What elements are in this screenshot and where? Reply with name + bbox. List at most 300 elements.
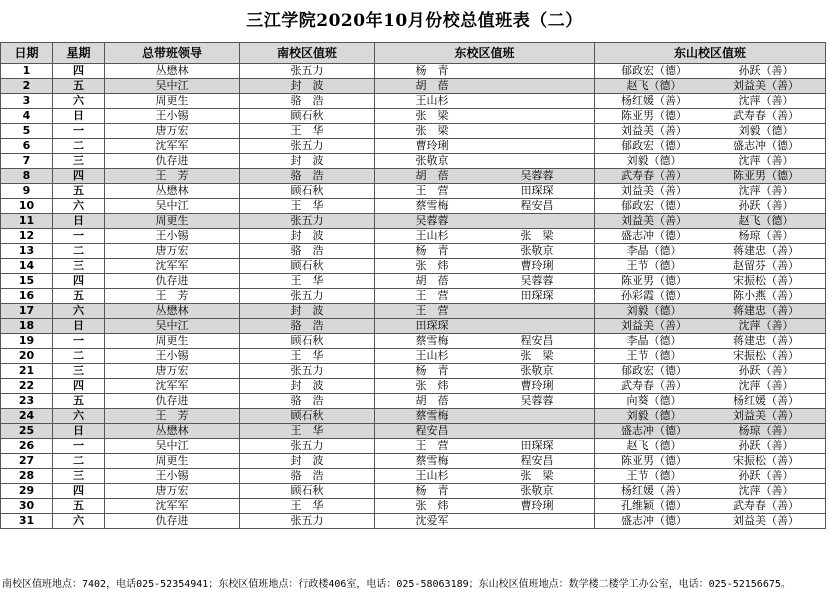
day-cell: 22 xyxy=(1,379,53,394)
south-duty-cell: 张五力 xyxy=(240,139,375,154)
table-row xyxy=(1,184,826,199)
east-duty-primary: 张 炜 xyxy=(415,499,449,512)
leader-cell: 沈军军 xyxy=(105,379,240,394)
south-duty-cell: 张五力 xyxy=(240,214,375,229)
dongshan-duty-secondary: 孙跃（善） xyxy=(738,364,794,377)
dongshan-duty-primary: 刘益美（善） xyxy=(621,124,687,137)
dongshan-duty-cell xyxy=(595,379,826,394)
dongshan-duty-cell xyxy=(595,499,826,514)
east-duty-primary: 沈爱军 xyxy=(415,514,449,527)
east-duty-cell xyxy=(375,64,595,79)
east-duty-secondary: 张敬京 xyxy=(520,244,554,257)
east-duty-cell xyxy=(375,154,595,169)
table-body xyxy=(1,64,826,529)
east-duty-cell xyxy=(375,454,595,469)
day-cell: 12 xyxy=(1,229,53,244)
leader-cell: 吴中江 xyxy=(105,199,240,214)
east-duty-secondary: 曹玲琍 xyxy=(520,499,554,512)
day-cell: 26 xyxy=(1,439,53,454)
dongshan-duty-secondary: 沈萍（善） xyxy=(738,319,794,332)
day-cell: 20 xyxy=(1,349,53,364)
table-row xyxy=(1,109,826,124)
leader-cell: 丛懋林 xyxy=(105,424,240,439)
weekday-cell: 五 xyxy=(53,289,105,304)
east-duty-secondary: 张 梁 xyxy=(520,349,554,362)
east-duty-cell xyxy=(375,109,595,124)
day-cell: 14 xyxy=(1,259,53,274)
dongshan-duty-cell xyxy=(595,154,826,169)
weekday-cell: 六 xyxy=(53,409,105,424)
east-duty-cell xyxy=(375,304,595,319)
dongshan-duty-primary: 杨红媛（善） xyxy=(621,94,687,107)
dongshan-duty-cell xyxy=(595,469,826,484)
east-duty-primary: 王山杉 xyxy=(415,469,449,482)
dongshan-duty-cell xyxy=(595,454,826,469)
south-duty-cell: 王 华 xyxy=(240,499,375,514)
east-duty-primary: 蔡雪梅 xyxy=(415,409,449,422)
south-duty-cell: 封 波 xyxy=(240,154,375,169)
dongshan-duty-cell xyxy=(595,64,826,79)
weekday-cell: 三 xyxy=(53,259,105,274)
header-east-campus: 东校区值班 xyxy=(375,43,595,64)
leader-cell: 吴中江 xyxy=(105,439,240,454)
weekday-cell: 六 xyxy=(53,304,105,319)
dongshan-duty-secondary: 刘益美（善） xyxy=(733,79,799,92)
leader-cell: 唐万宏 xyxy=(105,244,240,259)
table-row xyxy=(1,259,826,274)
east-duty-cell xyxy=(375,229,595,244)
dongshan-duty-primary: 孔维颖（德） xyxy=(621,499,687,512)
dongshan-duty-primary: 刘益美（善） xyxy=(621,214,687,227)
day-cell: 29 xyxy=(1,484,53,499)
east-duty-secondary: 张 梁 xyxy=(520,469,554,482)
dongshan-duty-secondary: 武寿春（善） xyxy=(733,499,799,512)
east-duty-primary: 王 营 xyxy=(415,439,449,452)
east-duty-secondary: 田琛琛 xyxy=(520,184,554,197)
south-duty-cell: 骆 浩 xyxy=(240,169,375,184)
day-cell: 24 xyxy=(1,409,53,424)
day-cell: 25 xyxy=(1,424,53,439)
dongshan-duty-primary: 盛志冲（德） xyxy=(621,514,687,527)
east-duty-primary: 蔡雪梅 xyxy=(415,454,449,467)
weekday-cell: 四 xyxy=(53,169,105,184)
east-duty-primary: 王 营 xyxy=(415,184,449,197)
east-duty-primary: 王山杉 xyxy=(415,94,449,107)
dongshan-duty-cell xyxy=(595,334,826,349)
east-duty-primary: 杨 青 xyxy=(415,484,449,497)
east-duty-primary: 张 炜 xyxy=(415,379,449,392)
dongshan-duty-primary: 李晶（德） xyxy=(626,334,682,347)
day-cell: 30 xyxy=(1,499,53,514)
weekday-cell: 一 xyxy=(53,124,105,139)
table-row xyxy=(1,139,826,154)
day-cell: 19 xyxy=(1,334,53,349)
header-south-campus: 南校区值班 xyxy=(240,43,375,64)
east-duty-cell xyxy=(375,199,595,214)
dongshan-duty-cell xyxy=(595,229,826,244)
dongshan-duty-primary: 武寿春（善） xyxy=(621,379,687,392)
leader-cell: 仇存进 xyxy=(105,514,240,529)
leader-cell: 王小锡 xyxy=(105,349,240,364)
weekday-cell: 五 xyxy=(53,394,105,409)
dongshan-duty-cell xyxy=(595,289,826,304)
weekday-cell: 二 xyxy=(53,454,105,469)
east-duty-primary: 张 炜 xyxy=(415,259,449,272)
table-row xyxy=(1,289,826,304)
east-duty-secondary: 张 梁 xyxy=(520,229,554,242)
east-duty-cell xyxy=(375,424,595,439)
south-duty-cell: 顾石秋 xyxy=(240,334,375,349)
leader-cell: 王小锡 xyxy=(105,469,240,484)
table-row xyxy=(1,229,826,244)
east-duty-primary: 胡 蓓 xyxy=(415,394,449,407)
day-cell: 3 xyxy=(1,94,53,109)
leader-cell: 仇存进 xyxy=(105,394,240,409)
dongshan-duty-cell xyxy=(595,394,826,409)
dongshan-duty-primary: 陈亚男（德） xyxy=(621,454,687,467)
dongshan-duty-secondary: 沈萍（善） xyxy=(738,94,794,107)
dongshan-duty-secondary: 武寿春（善） xyxy=(733,109,799,122)
east-duty-primary: 王 营 xyxy=(415,304,449,317)
table-row xyxy=(1,424,826,439)
south-duty-cell: 顾石秋 xyxy=(240,259,375,274)
south-duty-cell: 封 波 xyxy=(240,304,375,319)
leader-cell: 王 芳 xyxy=(105,169,240,184)
east-duty-secondary: 程安昌 xyxy=(520,199,554,212)
leader-cell: 周更生 xyxy=(105,454,240,469)
footer-note: 南校区值班地点：7402，电话025-52354941；东校区值班地点：行政楼406室，电话：025-58063189；东山校区值班地点：数学楼二楼学工办公室，电话：025-52156675。 xyxy=(2,579,791,590)
dongshan-duty-secondary: 孙跃（善） xyxy=(738,439,794,452)
dongshan-duty-cell xyxy=(595,244,826,259)
dongshan-duty-cell xyxy=(595,439,826,454)
dongshan-duty-primary: 向葵（德） xyxy=(626,394,682,407)
east-duty-primary: 曹玲琍 xyxy=(415,139,449,152)
dongshan-duty-cell xyxy=(595,274,826,289)
dongshan-duty-primary: 李晶（德） xyxy=(626,244,682,257)
south-duty-cell: 顾石秋 xyxy=(240,409,375,424)
table-row xyxy=(1,214,826,229)
leader-cell: 丛懋林 xyxy=(105,304,240,319)
header-row xyxy=(1,43,826,64)
header-leader: 总带班领导 xyxy=(105,43,240,64)
dongshan-duty-primary: 赵飞（德） xyxy=(626,439,682,452)
leader-cell: 唐万宏 xyxy=(105,124,240,139)
east-duty-primary: 吴蓉蓉 xyxy=(415,214,449,227)
day-cell: 6 xyxy=(1,139,53,154)
weekday-cell: 日 xyxy=(53,319,105,334)
dongshan-duty-secondary: 刘毅（德） xyxy=(738,124,794,137)
east-duty-cell xyxy=(375,484,595,499)
east-duty-cell xyxy=(375,94,595,109)
table-row xyxy=(1,484,826,499)
east-duty-cell xyxy=(375,244,595,259)
dongshan-duty-secondary: 赵飞（德） xyxy=(738,214,794,227)
leader-cell: 王小锡 xyxy=(105,109,240,124)
table-row xyxy=(1,169,826,184)
south-duty-cell: 王 华 xyxy=(240,424,375,439)
day-cell: 15 xyxy=(1,274,53,289)
east-duty-cell xyxy=(375,334,595,349)
leader-cell: 王 芳 xyxy=(105,289,240,304)
east-duty-cell xyxy=(375,274,595,289)
table-row xyxy=(1,379,826,394)
dongshan-duty-secondary: 孙跃（善） xyxy=(738,469,794,482)
leader-cell: 仇存进 xyxy=(105,274,240,289)
dongshan-duty-cell xyxy=(595,124,826,139)
dongshan-duty-primary: 郁政宏（德） xyxy=(621,199,687,212)
dongshan-duty-cell xyxy=(595,484,826,499)
day-cell: 10 xyxy=(1,199,53,214)
east-duty-primary: 张敬京 xyxy=(415,154,449,167)
leader-cell: 王小锡 xyxy=(105,229,240,244)
south-duty-cell: 封 波 xyxy=(240,454,375,469)
south-duty-cell: 张五力 xyxy=(240,64,375,79)
south-duty-cell: 封 波 xyxy=(240,379,375,394)
east-duty-primary: 杨 青 xyxy=(415,364,449,377)
dongshan-duty-primary: 郁政宏（德） xyxy=(621,364,687,377)
leader-cell: 唐万宏 xyxy=(105,364,240,379)
weekday-cell: 六 xyxy=(53,94,105,109)
east-duty-primary: 杨 青 xyxy=(415,64,449,77)
east-duty-secondary: 张敬京 xyxy=(520,364,554,377)
table-row xyxy=(1,439,826,454)
east-duty-cell xyxy=(375,169,595,184)
day-cell: 1 xyxy=(1,64,53,79)
dongshan-duty-primary: 盛志冲（德） xyxy=(621,424,687,437)
weekday-cell: 日 xyxy=(53,109,105,124)
day-cell: 31 xyxy=(1,514,53,529)
leader-cell: 沈军军 xyxy=(105,139,240,154)
header-dongshan-campus: 东山校区值班 xyxy=(595,43,826,64)
dongshan-duty-secondary: 赵留芬（善） xyxy=(733,259,799,272)
weekday-cell: 二 xyxy=(53,349,105,364)
day-cell: 13 xyxy=(1,244,53,259)
day-cell: 18 xyxy=(1,319,53,334)
dongshan-duty-primary: 刘毅（德） xyxy=(626,409,682,422)
south-duty-cell: 王 华 xyxy=(240,199,375,214)
dongshan-duty-primary: 王节（德） xyxy=(626,349,682,362)
east-duty-cell xyxy=(375,409,595,424)
day-cell: 21 xyxy=(1,364,53,379)
east-duty-secondary: 吴蓉蓉 xyxy=(520,394,554,407)
east-duty-cell xyxy=(375,124,595,139)
duty-table xyxy=(0,42,826,529)
dongshan-duty-primary: 陈亚男（德） xyxy=(621,274,687,287)
east-duty-primary: 胡 蓓 xyxy=(415,79,449,92)
south-duty-cell: 骆 浩 xyxy=(240,469,375,484)
south-duty-cell: 王 华 xyxy=(240,349,375,364)
south-duty-cell: 张五力 xyxy=(240,439,375,454)
dongshan-duty-secondary: 杨琼（善） xyxy=(738,229,794,242)
east-duty-secondary: 吴蓉蓉 xyxy=(520,169,554,182)
dongshan-duty-cell xyxy=(595,184,826,199)
east-duty-cell xyxy=(375,319,595,334)
dongshan-duty-cell xyxy=(595,94,826,109)
east-duty-primary: 程安昌 xyxy=(415,424,449,437)
dongshan-duty-secondary: 杨琼（善） xyxy=(738,424,794,437)
weekday-cell: 日 xyxy=(53,214,105,229)
east-duty-primary: 王 营 xyxy=(415,289,449,302)
east-duty-cell xyxy=(375,364,595,379)
east-duty-cell xyxy=(375,139,595,154)
weekday-cell: 一 xyxy=(53,334,105,349)
dongshan-duty-primary: 郁政宏（德） xyxy=(621,139,687,152)
east-duty-primary: 蔡雪梅 xyxy=(415,199,449,212)
east-duty-primary: 王山杉 xyxy=(415,349,449,362)
south-duty-cell: 张五力 xyxy=(240,289,375,304)
dongshan-duty-secondary: 沈萍（善） xyxy=(738,379,794,392)
dongshan-duty-primary: 王节（德） xyxy=(626,469,682,482)
dongshan-duty-cell xyxy=(595,514,826,529)
leader-cell: 周更生 xyxy=(105,214,240,229)
table-row xyxy=(1,64,826,79)
south-duty-cell: 张五力 xyxy=(240,514,375,529)
weekday-cell: 一 xyxy=(53,439,105,454)
dongshan-duty-secondary: 陈亚男（德） xyxy=(733,169,799,182)
weekday-cell: 三 xyxy=(53,364,105,379)
leader-cell: 唐万宏 xyxy=(105,484,240,499)
table-row xyxy=(1,394,826,409)
day-cell: 8 xyxy=(1,169,53,184)
south-duty-cell: 封 波 xyxy=(240,229,375,244)
east-duty-cell xyxy=(375,439,595,454)
dongshan-duty-secondary: 刘益美（善） xyxy=(733,514,799,527)
table-row xyxy=(1,274,826,289)
east-duty-primary: 杨 青 xyxy=(415,244,449,257)
east-duty-cell xyxy=(375,514,595,529)
east-duty-secondary: 田琛琛 xyxy=(520,439,554,452)
table-row xyxy=(1,304,826,319)
day-cell: 9 xyxy=(1,184,53,199)
leader-cell: 周更生 xyxy=(105,334,240,349)
dongshan-duty-secondary: 蒋建忠（善） xyxy=(733,304,799,317)
leader-cell: 吴中江 xyxy=(105,79,240,94)
dongshan-duty-secondary: 孙跃（善） xyxy=(738,64,794,77)
dongshan-duty-cell xyxy=(595,409,826,424)
dongshan-duty-cell xyxy=(595,199,826,214)
dongshan-duty-primary: 王节（德） xyxy=(626,259,682,272)
day-cell: 23 xyxy=(1,394,53,409)
east-duty-cell xyxy=(375,259,595,274)
table-row xyxy=(1,199,826,214)
east-duty-primary: 蔡雪梅 xyxy=(415,334,449,347)
east-duty-primary: 张 梁 xyxy=(415,124,449,137)
weekday-cell: 五 xyxy=(53,499,105,514)
east-duty-secondary: 程安昌 xyxy=(520,334,554,347)
dongshan-duty-primary: 郁政宏（德） xyxy=(621,64,687,77)
east-duty-cell xyxy=(375,379,595,394)
table-row xyxy=(1,469,826,484)
dongshan-duty-cell xyxy=(595,139,826,154)
dongshan-duty-cell xyxy=(595,259,826,274)
weekday-cell: 四 xyxy=(53,379,105,394)
day-cell: 11 xyxy=(1,214,53,229)
south-duty-cell: 顾石秋 xyxy=(240,184,375,199)
day-cell: 27 xyxy=(1,454,53,469)
south-duty-cell: 王 华 xyxy=(240,274,375,289)
east-duty-primary: 田琛琛 xyxy=(415,319,449,332)
south-duty-cell: 王 华 xyxy=(240,124,375,139)
day-cell: 2 xyxy=(1,79,53,94)
east-duty-primary: 胡 蓓 xyxy=(415,169,449,182)
table-row xyxy=(1,94,826,109)
dongshan-duty-primary: 武寿春（善） xyxy=(621,169,687,182)
weekday-cell: 四 xyxy=(53,274,105,289)
table-row xyxy=(1,409,826,424)
table-row xyxy=(1,79,826,94)
day-cell: 16 xyxy=(1,289,53,304)
dongshan-duty-cell xyxy=(595,79,826,94)
dongshan-duty-secondary: 宋振松（善） xyxy=(733,274,799,287)
dongshan-duty-primary: 刘益美（善） xyxy=(621,184,687,197)
east-duty-cell xyxy=(375,184,595,199)
table-row xyxy=(1,514,826,529)
east-duty-primary: 王山杉 xyxy=(415,229,449,242)
table-row xyxy=(1,454,826,469)
leader-cell: 周更生 xyxy=(105,94,240,109)
dongshan-duty-secondary: 杨红媛（善） xyxy=(733,394,799,407)
weekday-cell: 四 xyxy=(53,64,105,79)
dongshan-duty-secondary: 蒋建忠（善） xyxy=(733,334,799,347)
dongshan-duty-cell xyxy=(595,424,826,439)
east-duty-cell xyxy=(375,499,595,514)
table-row xyxy=(1,349,826,364)
day-cell: 28 xyxy=(1,469,53,484)
east-duty-cell xyxy=(375,349,595,364)
table-row xyxy=(1,124,826,139)
dongshan-duty-secondary: 沈萍（善） xyxy=(738,154,794,167)
weekday-cell: 二 xyxy=(53,244,105,259)
east-duty-cell xyxy=(375,289,595,304)
east-duty-primary: 胡 蓓 xyxy=(415,274,449,287)
dongshan-duty-cell xyxy=(595,349,826,364)
weekday-cell: 四 xyxy=(53,484,105,499)
south-duty-cell: 张五力 xyxy=(240,364,375,379)
east-duty-cell xyxy=(375,214,595,229)
dongshan-duty-primary: 盛志冲（德） xyxy=(621,229,687,242)
east-duty-secondary: 田琛琛 xyxy=(520,289,554,302)
weekday-cell: 五 xyxy=(53,184,105,199)
dongshan-duty-secondary: 宋振松（善） xyxy=(733,349,799,362)
dongshan-duty-primary: 杨红媛（善） xyxy=(621,484,687,497)
south-duty-cell: 骆 浩 xyxy=(240,94,375,109)
day-cell: 7 xyxy=(1,154,53,169)
dongshan-duty-secondary: 盛志冲（德） xyxy=(733,139,799,152)
east-duty-cell xyxy=(375,394,595,409)
leader-cell: 丛懋林 xyxy=(105,64,240,79)
table-row xyxy=(1,364,826,379)
east-duty-cell xyxy=(375,79,595,94)
leader-cell: 沈军军 xyxy=(105,499,240,514)
south-duty-cell: 骆 浩 xyxy=(240,319,375,334)
dongshan-duty-secondary: 沈萍（善） xyxy=(738,184,794,197)
dongshan-duty-cell xyxy=(595,304,826,319)
east-duty-cell xyxy=(375,469,595,484)
weekday-cell: 六 xyxy=(53,199,105,214)
dongshan-duty-cell xyxy=(595,214,826,229)
dongshan-duty-secondary: 陈小燕（善） xyxy=(733,289,799,302)
dongshan-duty-secondary: 蒋建忠（善） xyxy=(733,244,799,257)
east-duty-secondary: 曹玲琍 xyxy=(520,259,554,272)
dongshan-duty-primary: 刘毅（德） xyxy=(626,154,682,167)
table-row xyxy=(1,154,826,169)
south-duty-cell: 顾石秋 xyxy=(240,109,375,124)
leader-cell: 沈军军 xyxy=(105,259,240,274)
south-duty-cell: 封 波 xyxy=(240,79,375,94)
table-row xyxy=(1,334,826,349)
table-row xyxy=(1,319,826,334)
dongshan-duty-primary: 陈亚男（德） xyxy=(621,109,687,122)
